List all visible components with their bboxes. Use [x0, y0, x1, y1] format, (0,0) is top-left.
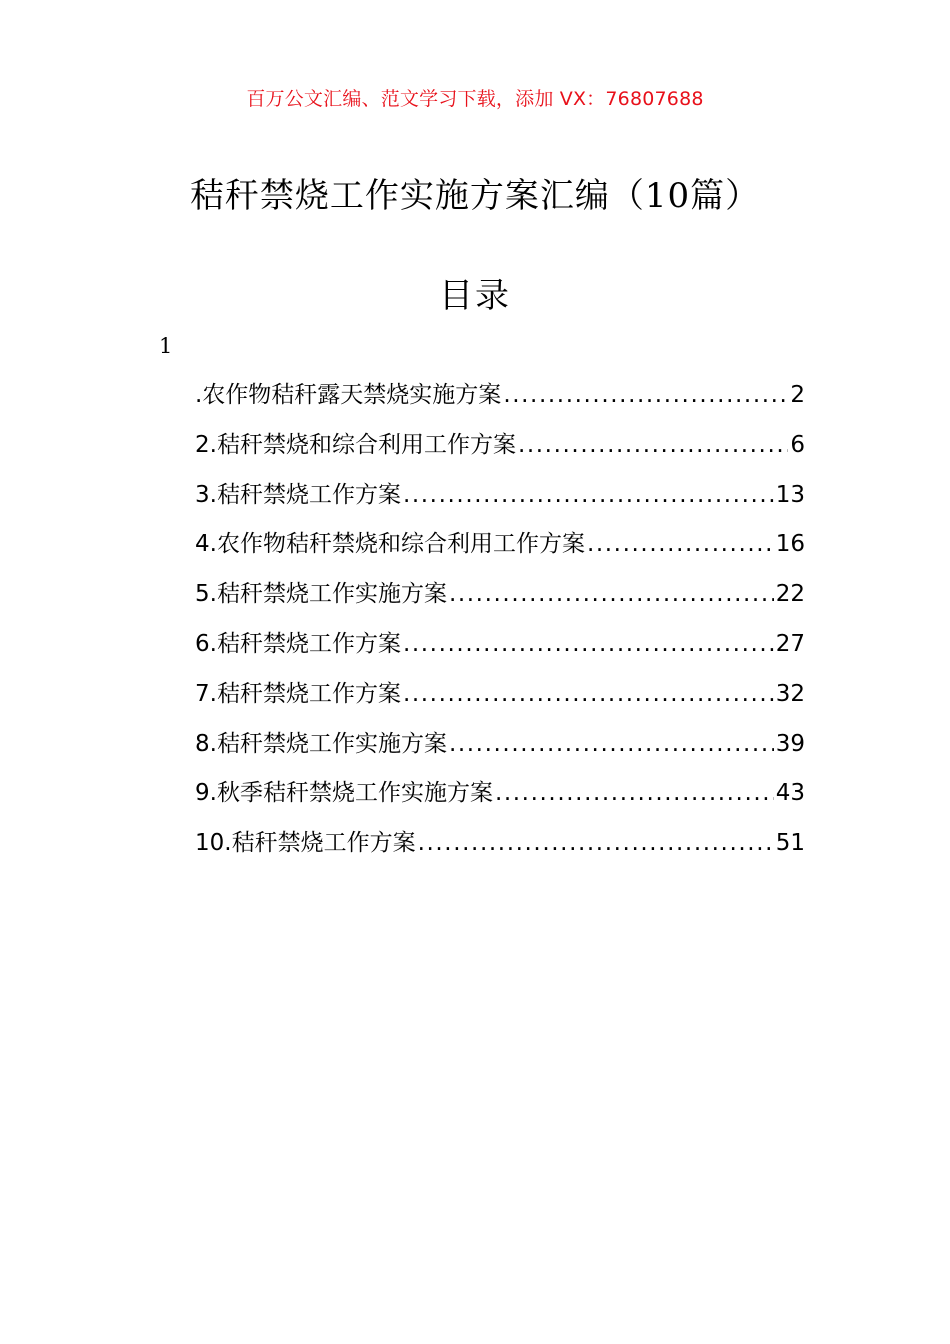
toc-entry-page: 43 [775, 780, 805, 807]
toc-leader-dots [403, 674, 774, 714]
toc-entry-label: 5.秸秆禁烧工作实施方案 [195, 581, 447, 608]
toc-entry-label: 3.秸秆禁烧工作方案 [195, 481, 401, 508]
toc-leader-dots [403, 624, 774, 664]
stray-page-number: 1 [159, 334, 173, 358]
toc-entry-page: 39 [775, 730, 805, 757]
toc-entry-label: 2.秸秆禁烧和综合利用工作方案 [195, 431, 516, 458]
toc-entry-label: 9.秋季秸秆禁烧工作实施方案 [195, 780, 493, 807]
table-of-contents [195, 375, 805, 873]
toc-entry-label: 4.农作物秸秆禁烧和综合利用工作方案 [195, 531, 585, 558]
document-title-suffix: 篇） [690, 176, 761, 216]
toc-leader-dots [587, 524, 774, 564]
toc-entry-page: 13 [775, 481, 805, 508]
toc-entry[interactable] [195, 425, 805, 475]
toc-entry[interactable] [195, 574, 805, 624]
toc-entry[interactable] [195, 773, 805, 823]
toc-entry-page: 27 [775, 630, 805, 657]
toc-leader-dots [518, 425, 788, 465]
toc-entry-label: 10.秸秆禁烧工作方案 [195, 830, 416, 857]
toc-leader-dots [449, 574, 774, 614]
toc-entry-page: 2 [790, 382, 805, 408]
toc-entry[interactable] [195, 375, 805, 425]
toc-leader-dots [418, 823, 774, 863]
download-notice: 百万公文汇编、范文学习下载，添加 VX：76807688 [246, 88, 704, 110]
toc-heading: 目录 [439, 276, 511, 316]
toc-leader-dots [503, 375, 788, 415]
toc-entry-label: 8.秸秆禁烧工作实施方案 [195, 730, 447, 757]
toc-leader-dots [449, 724, 774, 764]
document-title [0, 172, 950, 220]
toc-entry[interactable] [195, 674, 805, 724]
toc-entry[interactable] [195, 475, 805, 525]
toc-leader-dots [403, 475, 774, 515]
toc-entry[interactable] [195, 724, 805, 774]
toc-entry[interactable] [195, 823, 805, 873]
document-title-text: 秸秆禁烧工作实施方案汇编（ [189, 176, 645, 216]
toc-entry-page: 32 [775, 680, 805, 707]
toc-entry-label: 7.秸秆禁烧工作方案 [195, 680, 401, 707]
toc-entry-page: 51 [775, 830, 805, 857]
toc-entry-page: 6 [790, 431, 805, 458]
toc-leader-dots [495, 773, 774, 813]
document-title-count: 10 [644, 176, 691, 216]
toc-entry-label: .农作物秸秆露天禁烧实施方案 [195, 382, 502, 408]
toc-entry-page: 22 [775, 581, 805, 608]
toc-entry[interactable] [195, 624, 805, 674]
toc-entry-page: 16 [775, 531, 805, 558]
toc-entry-label: 6.秸秆禁烧工作方案 [195, 630, 401, 657]
toc-entry[interactable] [195, 524, 805, 574]
